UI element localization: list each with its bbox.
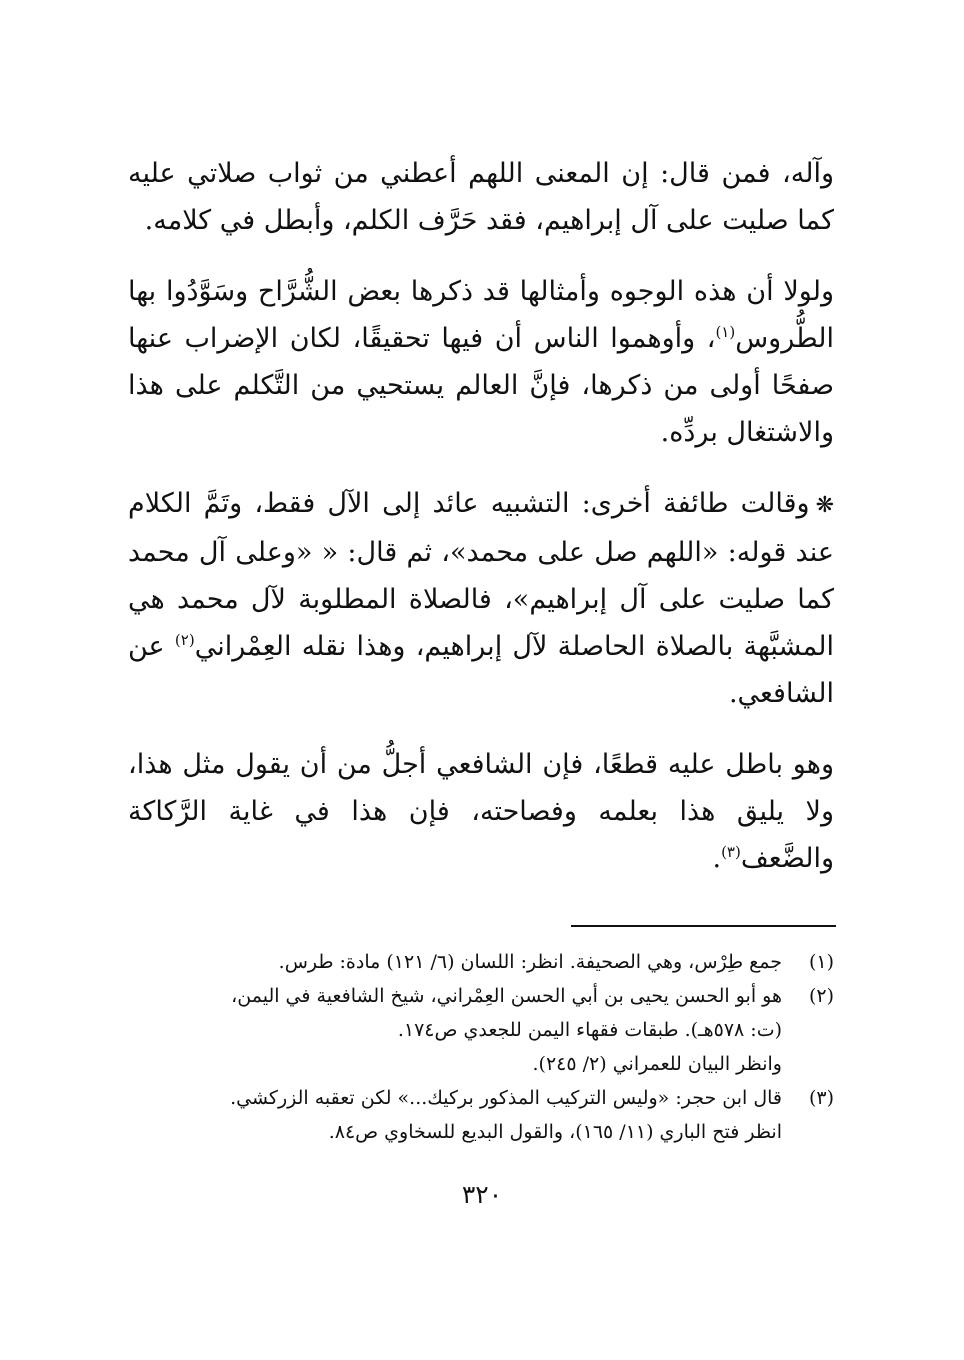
footnote-line: هو أبو الحسن يحيى بن أبي الحسن العِمْراني، شيخ الشافعية في اليمن، xyxy=(231,985,782,1007)
paragraph-1 xyxy=(128,150,834,244)
footnote-line: وانظر البيان للعمراني (٢/ ٢٤٥). xyxy=(532,1053,782,1075)
paragraph-3 xyxy=(128,480,834,717)
footnote-body xyxy=(128,1081,782,1149)
footnote-line: انظر فتح الباري (١١/ ١٦٥)، والقول البديع للسخاوي ص٨٤. xyxy=(328,1121,782,1143)
footnote-ref-3[interactable]: (٣) xyxy=(721,843,741,861)
paragraph-2-text-a: ولولا أن هذه الوجوه وأمثالها قد ذكرها بعض الشُّرَّاح وسَوَّدُوا بها الطُّروس xyxy=(128,276,834,354)
footnote-number: (١) xyxy=(808,951,834,973)
paragraph-1-text: وآله، فمن قال: إن المعنى اللهم أعطني من ثواب صلاتي عليه كما صليت على آل إبراهيم، فقد حَرَّف الكلم، وأبطل في كلامه. xyxy=(128,158,834,236)
footnote-line: جمع طِرْس، وهي الصحيفة. انظر: اللسان (٦/ ١٢١) مادة: طرس. xyxy=(278,951,782,973)
footnote-body xyxy=(128,945,782,979)
paragraph-4-text-b: . xyxy=(712,843,722,874)
footnote-body xyxy=(128,979,782,1081)
paragraph-4 xyxy=(128,741,834,882)
asterism-icon: ❋ xyxy=(815,493,834,518)
footnote-number: (٢) xyxy=(808,985,834,1007)
footnote-number: (٣) xyxy=(808,1087,834,1109)
footnote-divider xyxy=(571,925,836,927)
footnotes xyxy=(128,945,834,1149)
paragraph-2 xyxy=(128,268,834,456)
paragraph-4-text-a: وهو باطل عليه قطعًا، فإن الشافعي أجلُّ من أن يقول مثل هذا، ولا يليق هذا بعلمه وفصاحته، فإن هذا في غاية الرَّكاكة والضَّعف xyxy=(128,749,834,874)
footnote-line: (ت: ٥٧٨هـ). طبقات فقهاء اليمن للجعدي ص١٧٤. xyxy=(397,1019,782,1041)
footnote-line: قال ابن حجر: «وليس التركيب المذكور بركيك...» لكن تعقبه الزركشي. xyxy=(230,1087,782,1109)
footnote-ref-2[interactable]: (٢) xyxy=(174,631,195,649)
footnote-3 xyxy=(128,1081,834,1149)
paragraph-3-text-b: عن الشافعي. xyxy=(128,631,834,709)
paragraph-3-text-a: وقالت طائفة أخرى: التشبيه عائد إلى الآل فقط، وتَمَّ الكلام عند قوله: «اللهم صل على محمد»، ثم قال: « «وعلى آل محمد كما صليت على آل إبراهيم»، فالصلاة المطلوبة لآل محمد هي المشبَّهة بالصلاة الحاصلة لآل إبراهيم، وهذا نقله العِمْراني xyxy=(128,488,835,662)
main-text xyxy=(128,150,834,906)
footnote-1 xyxy=(128,945,834,979)
paragraph-2-text-b: ، وأوهموا الناس أن فيها تحقيقًا، لكان الإضراب عنها صفحًا أولى من ذكرها، فإنَّ العالم يستحيي من التَّكلم على هذا والاشتغال بردِّه. xyxy=(128,323,834,448)
page-number: ٣٢٠ xyxy=(461,1180,503,1209)
footnote-2 xyxy=(128,979,834,1081)
footnote-ref-1[interactable]: (١) xyxy=(715,323,736,341)
